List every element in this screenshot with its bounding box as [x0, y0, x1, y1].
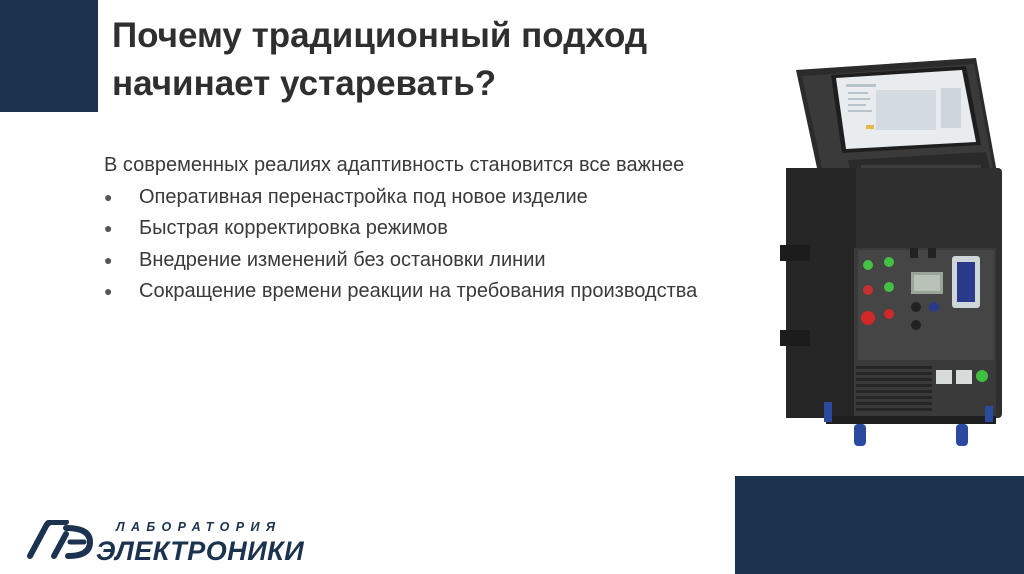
logo-mark-icon	[26, 520, 94, 560]
corner-block-bottom	[735, 476, 1024, 574]
company-logo	[26, 518, 336, 564]
slide-content	[104, 150, 724, 308]
bullet-text: Оперативная перенастройка под новое изделие	[139, 185, 588, 208]
slide-title	[112, 12, 752, 108]
logo-main-text: ЭЛЕКТРОНИКИ	[96, 536, 305, 566]
bullet-item	[104, 276, 724, 308]
bullet-text: Внедрение изменений без остановки линии	[139, 248, 546, 271]
corner-block-top	[0, 0, 98, 112]
bullet-text: Сокращение времени реакции на требования производства	[139, 280, 698, 302]
bullet-item	[104, 182, 724, 214]
bullet-text: Быстрая корректировка режимов	[139, 217, 448, 239]
bullet-marker: ●	[104, 251, 113, 268]
bullet-marker: ●	[104, 220, 113, 236]
bullet-marker: ●	[104, 283, 113, 299]
bullet-list	[104, 182, 724, 308]
test-station-image	[776, 50, 1006, 460]
logo-top-text: ЛАБОРАТОРИЯ	[116, 520, 282, 534]
title-line-1: Почему традиционный подход	[112, 16, 648, 55]
bullet-marker: ●	[104, 188, 113, 205]
intro-text: В современных реалиях адаптивность становится все важнее	[104, 154, 685, 176]
title-line-2: начинает устаревать?	[112, 64, 497, 103]
bullet-item	[104, 245, 724, 277]
bullet-item	[104, 213, 724, 245]
